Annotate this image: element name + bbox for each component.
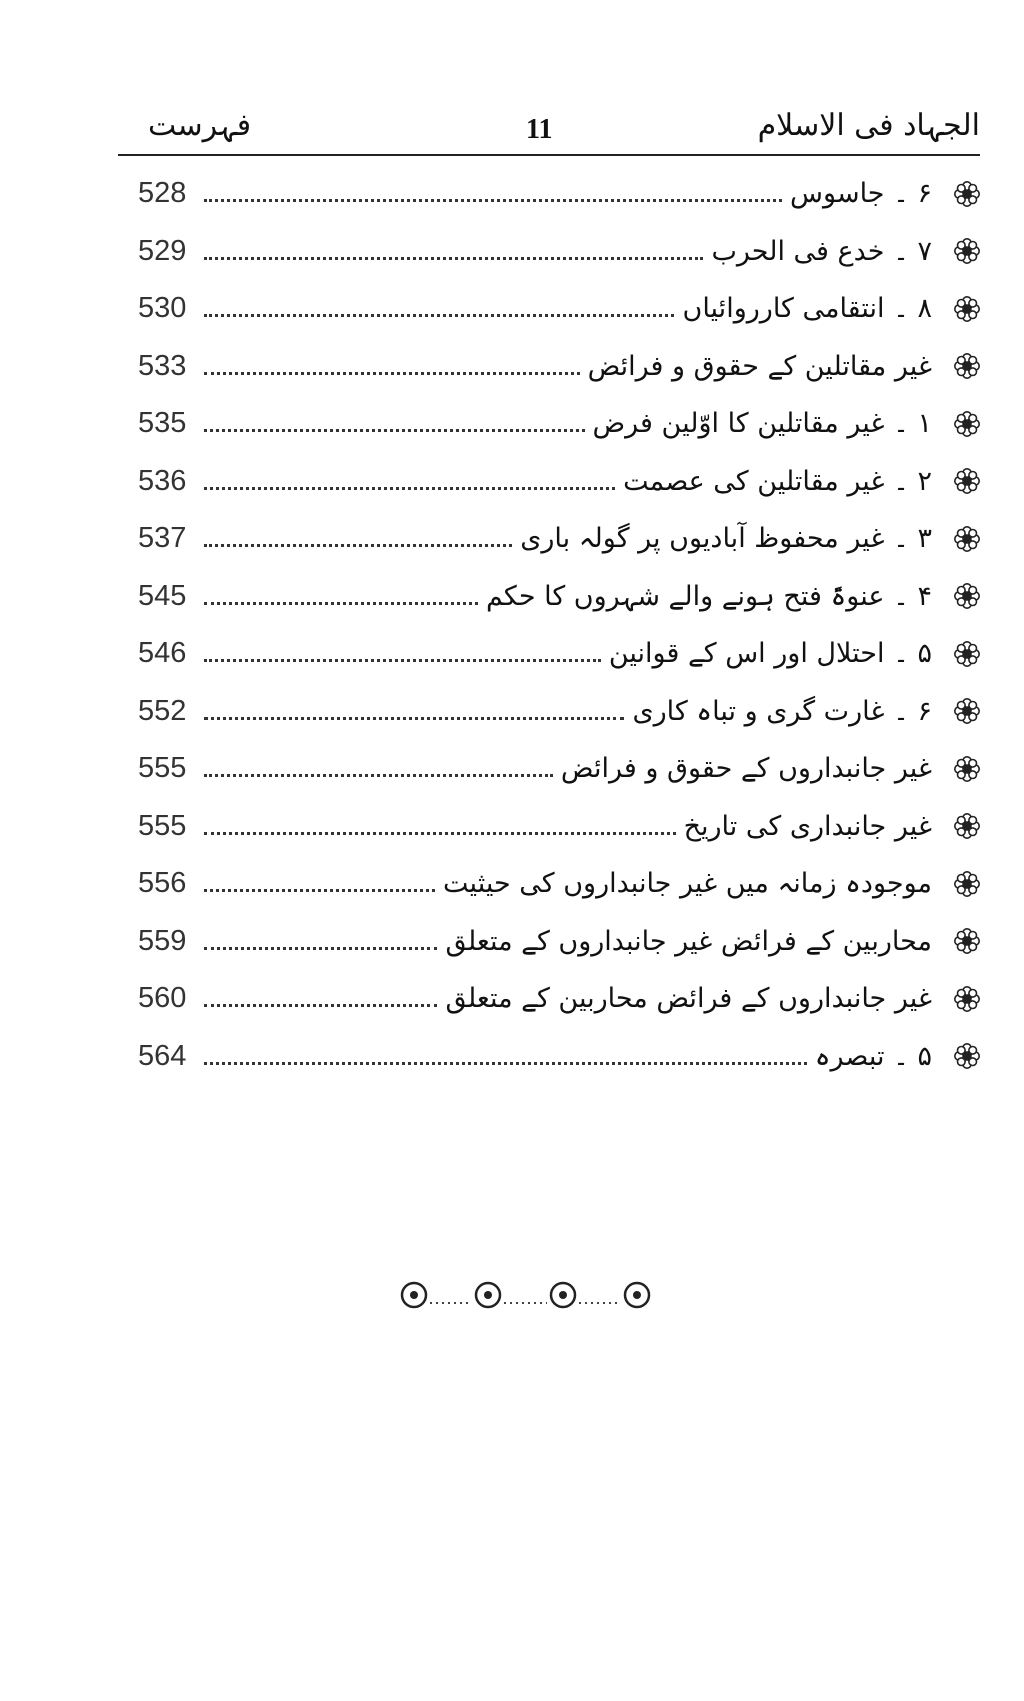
toc-page-number: 545 <box>138 579 187 612</box>
book-title: الجہاد فی الاسلام <box>757 108 980 143</box>
toc-row <box>138 280 980 338</box>
flower-bullet-icon <box>954 238 980 264</box>
toc-row <box>138 338 980 396</box>
flower-bullet-icon <box>954 871 980 897</box>
flower-bullet-icon <box>954 986 980 1012</box>
flower-bullet-icon <box>954 583 980 609</box>
section-title: فہرست <box>148 108 252 143</box>
toc-row <box>138 970 980 1028</box>
flower-bullet-icon <box>954 411 980 437</box>
dot-leader <box>204 947 437 950</box>
toc-entry-title: ۴ ۔ عنوۃً فتح ہونے والے شہروں کا حکم <box>485 580 932 612</box>
dot-leader <box>204 659 601 662</box>
flower-bullet-icon <box>954 526 980 552</box>
toc-page-number: 552 <box>138 694 187 727</box>
toc-row <box>138 913 980 971</box>
toc-entry-title: ۳ ۔ غیر محفوظ آبادیوں پر گولہ باری <box>520 523 932 555</box>
flower-bullet-icon <box>954 181 980 207</box>
toc-page-number: 555 <box>138 809 187 842</box>
toc-row <box>138 395 980 453</box>
toc-entry-title: محاربین کے فرائض غیر جانبداروں کے متعلق <box>445 925 932 957</box>
toc-entry-title: ۶ ۔ غارت گری و تباہ کاری <box>632 695 932 727</box>
toc-page-number: 556 <box>138 867 187 900</box>
dot-leader <box>204 774 553 777</box>
toc-row <box>138 625 980 683</box>
toc-page-number: 555 <box>138 752 187 785</box>
toc-entry-title: ۲ ۔ غیر مقاتلین کی عصمت <box>623 465 932 497</box>
toc-entry-title: ۵ ۔ تبصرہ <box>814 1040 932 1072</box>
toc-entry-title: غیر جانبداروں کے فرائض محاربین کے متعلق <box>445 983 932 1015</box>
dot-leader <box>204 832 676 835</box>
toc-row <box>138 453 980 511</box>
dot-leader <box>204 602 478 605</box>
toc-row <box>138 568 980 626</box>
toc-page-number: 564 <box>138 1039 187 1072</box>
flower-bullet-icon <box>954 296 980 322</box>
toc-row <box>138 855 980 913</box>
toc-page-number: 533 <box>138 349 187 382</box>
dot-leader <box>204 314 674 317</box>
flower-bullet-icon <box>954 813 980 839</box>
dot-leader <box>204 257 703 260</box>
dot-leader <box>204 429 585 432</box>
page-number: 11 <box>526 114 553 145</box>
toc-row <box>138 740 980 798</box>
toc-row <box>138 798 980 856</box>
circle-dot-ornament-icon <box>402 1283 649 1307</box>
toc-entry-title: موجودہ زمانہ میں غیر جانبداروں کی حیثیت <box>443 868 932 900</box>
toc-page-number: 529 <box>138 234 187 267</box>
page-header <box>118 108 980 156</box>
flower-bullet-icon <box>954 353 980 379</box>
ornament-icon <box>400 1275 680 1315</box>
toc-row <box>138 223 980 281</box>
table-of-contents <box>138 165 980 1085</box>
toc-page-number: 528 <box>138 177 187 210</box>
toc-row <box>138 1028 980 1086</box>
toc-entry-title: ۱ ۔ غیر مقاتلین کا اوّلین فرض <box>592 408 932 440</box>
toc-page-number: 546 <box>138 637 187 670</box>
toc-entry-title: غیر جانبداری کی تاریخ <box>683 810 932 842</box>
dot-leader <box>204 1062 807 1065</box>
flower-bullet-icon <box>954 641 980 667</box>
dot-leader <box>204 544 512 547</box>
toc-entry-title: ۷ ۔ خدع فی الحرب <box>711 235 932 267</box>
toc-row <box>138 165 980 223</box>
flower-bullet-icon <box>954 1043 980 1069</box>
toc-entry-title: غیر جانبداروں کے حقوق و فرائض <box>560 753 932 785</box>
toc-row <box>138 683 980 741</box>
dot-leader <box>204 199 782 202</box>
dot-leader <box>204 487 615 490</box>
dot-leader <box>204 717 624 720</box>
toc-page-number: 559 <box>138 924 187 957</box>
dot-leader <box>204 889 435 892</box>
flower-bullet-icon <box>954 756 980 782</box>
toc-page-number: 535 <box>138 407 187 440</box>
toc-page-number: 530 <box>138 292 187 325</box>
dot-leader <box>204 1004 437 1007</box>
flower-bullet-icon <box>954 468 980 494</box>
toc-page-number: 536 <box>138 464 187 497</box>
toc-entry-title: غیر مقاتلین کے حقوق و فرائض <box>587 350 932 382</box>
toc-row <box>138 510 980 568</box>
flower-bullet-icon <box>954 698 980 724</box>
toc-entry-title: ۶ ۔ جاسوس <box>790 178 932 210</box>
toc-page-number: 537 <box>138 522 187 555</box>
dot-leader <box>204 372 580 375</box>
toc-entry-title: ۸ ۔ انتقامی کارروائیاں <box>682 293 932 325</box>
toc-page-number: 560 <box>138 982 187 1015</box>
flower-bullet-icon <box>954 928 980 954</box>
toc-entry-title: ۵ ۔ احتلال اور اس کے قوانین <box>608 638 932 670</box>
